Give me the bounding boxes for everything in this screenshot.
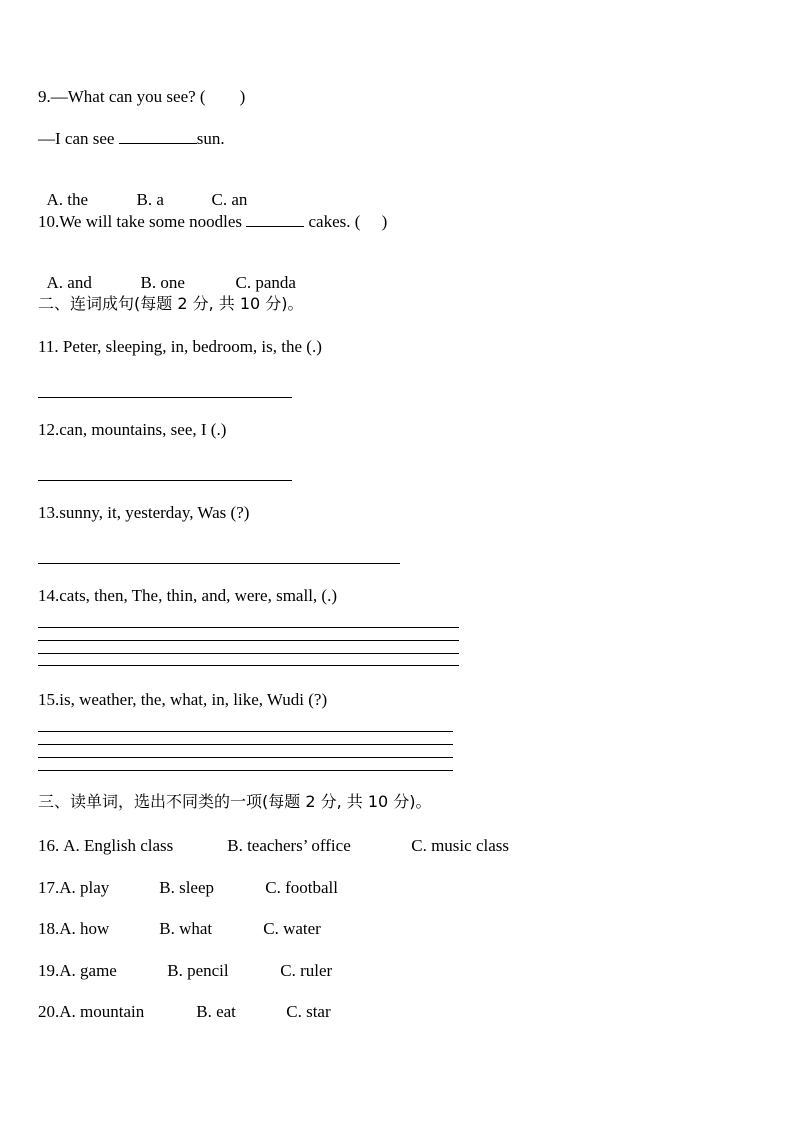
option-c[interactable]: C. panda xyxy=(235,273,296,292)
answer-line[interactable] xyxy=(38,731,453,732)
option-b[interactable]: B. pencil xyxy=(167,961,229,980)
option-b[interactable]: B. teachers’ office xyxy=(227,836,351,855)
option-c[interactable]: C. star xyxy=(286,1002,331,1021)
question-number: 16. xyxy=(38,836,60,855)
answer-line[interactable] xyxy=(38,563,400,564)
option-a[interactable]: A. the xyxy=(46,190,89,209)
question-9-text: 9.—What can you see? ( ) xyxy=(38,87,246,106)
option-b[interactable]: B. what xyxy=(159,919,213,938)
question-19 xyxy=(38,961,332,981)
option-a[interactable]: A. play xyxy=(59,878,110,897)
question-17 xyxy=(38,878,338,898)
answer-line[interactable] xyxy=(38,480,292,481)
question-16 xyxy=(38,836,509,856)
question-10-options xyxy=(38,253,296,293)
option-a[interactable]: A. game xyxy=(59,961,117,980)
answer-line[interactable] xyxy=(38,744,453,745)
answer-line[interactable] xyxy=(38,640,459,641)
answer-line[interactable] xyxy=(38,770,453,771)
option-c[interactable]: C. ruler xyxy=(280,961,333,980)
question-10-prefix: 10.We will take some noodles xyxy=(38,212,247,231)
section-2-heading: 二、连词成句(每题 2 分, 共 10 分)。 xyxy=(38,294,304,313)
reply-suffix: sun. xyxy=(196,129,225,148)
question-10-suffix: cakes. ( ) xyxy=(304,212,388,231)
section-3-heading: 三、读单词，选出不同类的一项(每题 2 分, 共 10 分)。 xyxy=(38,792,432,811)
answer-line[interactable] xyxy=(38,397,292,398)
question-number: 20. xyxy=(38,1002,60,1021)
option-c[interactable]: C. music class xyxy=(411,836,509,855)
reply-prefix: —I can see xyxy=(38,129,119,148)
question-13-text: 13.sunny, it, yesterday, Was (?) xyxy=(38,503,250,522)
option-c[interactable]: C. water xyxy=(263,919,321,938)
option-b[interactable]: B. a xyxy=(136,190,164,209)
option-c[interactable]: C. football xyxy=(265,878,338,897)
question-15-text: 15.is, weather, the, what, in, like, Wudi (?) xyxy=(38,690,328,709)
answer-line[interactable] xyxy=(38,627,459,628)
question-20 xyxy=(38,1002,331,1022)
option-b[interactable]: B. sleep xyxy=(159,878,215,897)
question-14-text: 14.cats, then, The, thin, and, were, small, (.) xyxy=(38,586,337,605)
option-a[interactable]: A. mountain xyxy=(59,1002,145,1021)
option-a[interactable]: A. and xyxy=(46,273,92,292)
answer-blank[interactable] xyxy=(246,212,304,227)
question-number: 19. xyxy=(38,961,60,980)
question-9-options xyxy=(38,170,247,210)
option-a[interactable]: A. English class xyxy=(63,836,174,855)
option-b[interactable]: B. one xyxy=(140,273,185,292)
question-9-reply xyxy=(38,129,225,149)
question-11-text: 11. Peter, sleeping, in, bedroom, is, the (.) xyxy=(38,337,322,356)
question-12-text: 12.can, mountains, see, I (.) xyxy=(38,420,227,439)
answer-line[interactable] xyxy=(38,757,453,758)
question-10-text xyxy=(38,212,387,232)
option-b[interactable]: B. eat xyxy=(196,1002,236,1021)
question-18 xyxy=(38,919,321,939)
answer-line[interactable] xyxy=(38,665,459,666)
option-c[interactable]: C. an xyxy=(211,190,248,209)
answer-line[interactable] xyxy=(38,653,459,654)
question-number: 18. xyxy=(38,919,60,938)
answer-blank[interactable] xyxy=(119,129,197,144)
option-a[interactable]: A. how xyxy=(59,919,110,938)
question-number: 17. xyxy=(38,878,60,897)
